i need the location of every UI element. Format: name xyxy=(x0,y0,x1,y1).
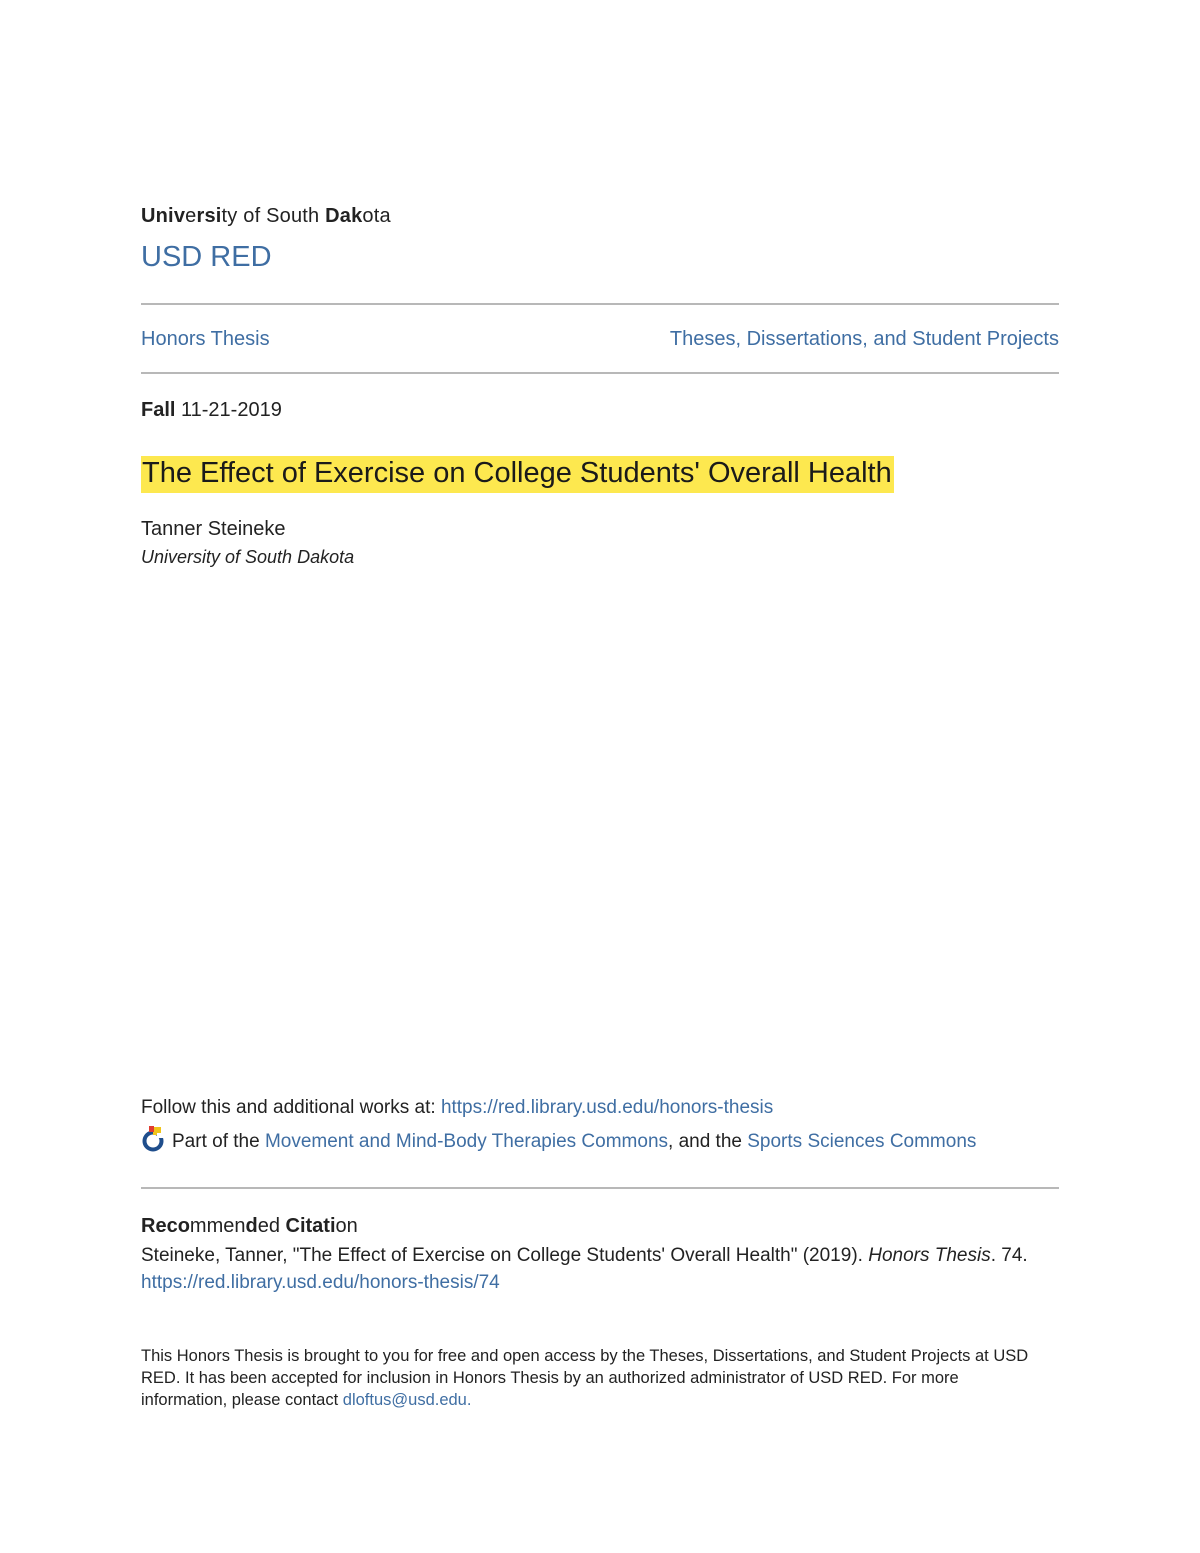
honors-thesis-link[interactable]: Honors Thesis xyxy=(141,328,270,350)
season-label: Fall xyxy=(141,399,176,421)
collection-nav xyxy=(141,328,1059,351)
part-of-prefix: Part of the xyxy=(172,1131,260,1152)
institution-part: ota xyxy=(362,205,391,227)
citation-suffix: . 74. xyxy=(990,1245,1028,1266)
heading-part: mmen xyxy=(189,1215,246,1237)
citation-heading xyxy=(141,1215,358,1238)
institution-part: ty of South xyxy=(221,205,326,227)
citation-url-link[interactable]: https://red.library.usd.edu/honors-thesis/74 xyxy=(141,1272,500,1293)
heading-part: ed xyxy=(257,1215,286,1237)
sports-commons-link[interactable]: Sports Sciences Commons xyxy=(747,1131,977,1152)
heading-part: Reco xyxy=(141,1215,190,1237)
movement-commons-link[interactable]: Movement and Mind-Body Therapies Commons xyxy=(264,1131,669,1152)
cover-page xyxy=(141,0,1059,1553)
institution-part: Dak xyxy=(325,205,363,227)
heading-part: d xyxy=(245,1215,258,1237)
notice-end: . xyxy=(466,1391,472,1409)
divider-bottom xyxy=(141,1187,1059,1189)
publication-date xyxy=(141,399,282,422)
citation-prefix: Steineke, Tanner, "The Effect of Exercise on College Students' Overall Health" (2019). xyxy=(141,1245,869,1266)
follow-url-link[interactable]: https://red.library.usd.edu/honors-thesis xyxy=(440,1097,774,1118)
commons-logo-icon xyxy=(141,1125,167,1153)
heading-part: on xyxy=(335,1215,358,1237)
notice-text: This Honors Thesis is brought to you for free and open access by the Theses, Dissertations, and Student Projects at USD RED. It has been accepted for inclusion in Honors Thesis by an authorized administrator of USD RED. For more information, please contact xyxy=(141,1347,1029,1409)
heading-part: Citati xyxy=(285,1215,336,1237)
citation-series: Honors Thesis xyxy=(868,1245,991,1266)
author-affiliation: University of South Dakota xyxy=(141,547,355,567)
document-title: The Effect of Exercise on College Students' Overall Health xyxy=(141,456,894,493)
repository-link[interactable]: USD RED xyxy=(141,241,272,273)
author-name: Tanner Steineke xyxy=(141,518,286,540)
part-of-line xyxy=(141,1131,976,1153)
institution-part: rsi xyxy=(196,205,222,227)
divider-top xyxy=(141,303,1059,305)
contact-email-link[interactable]: dloftus@usd.edu xyxy=(342,1391,467,1409)
divider-middle xyxy=(141,372,1059,374)
institution-name xyxy=(141,205,391,228)
date-value: 11-21-2019 xyxy=(175,399,282,421)
citation-text xyxy=(141,1245,1028,1267)
institution-part: Univ xyxy=(141,205,186,227)
access-notice xyxy=(141,1345,1041,1411)
follow-prefix: Follow this and additional works at: xyxy=(141,1097,441,1118)
theses-collection-link[interactable]: Theses, Dissertations, and Student Projects xyxy=(669,328,1059,350)
institution-part: e xyxy=(185,205,197,227)
part-of-middle: , and the xyxy=(668,1131,748,1152)
follow-line xyxy=(141,1097,773,1119)
